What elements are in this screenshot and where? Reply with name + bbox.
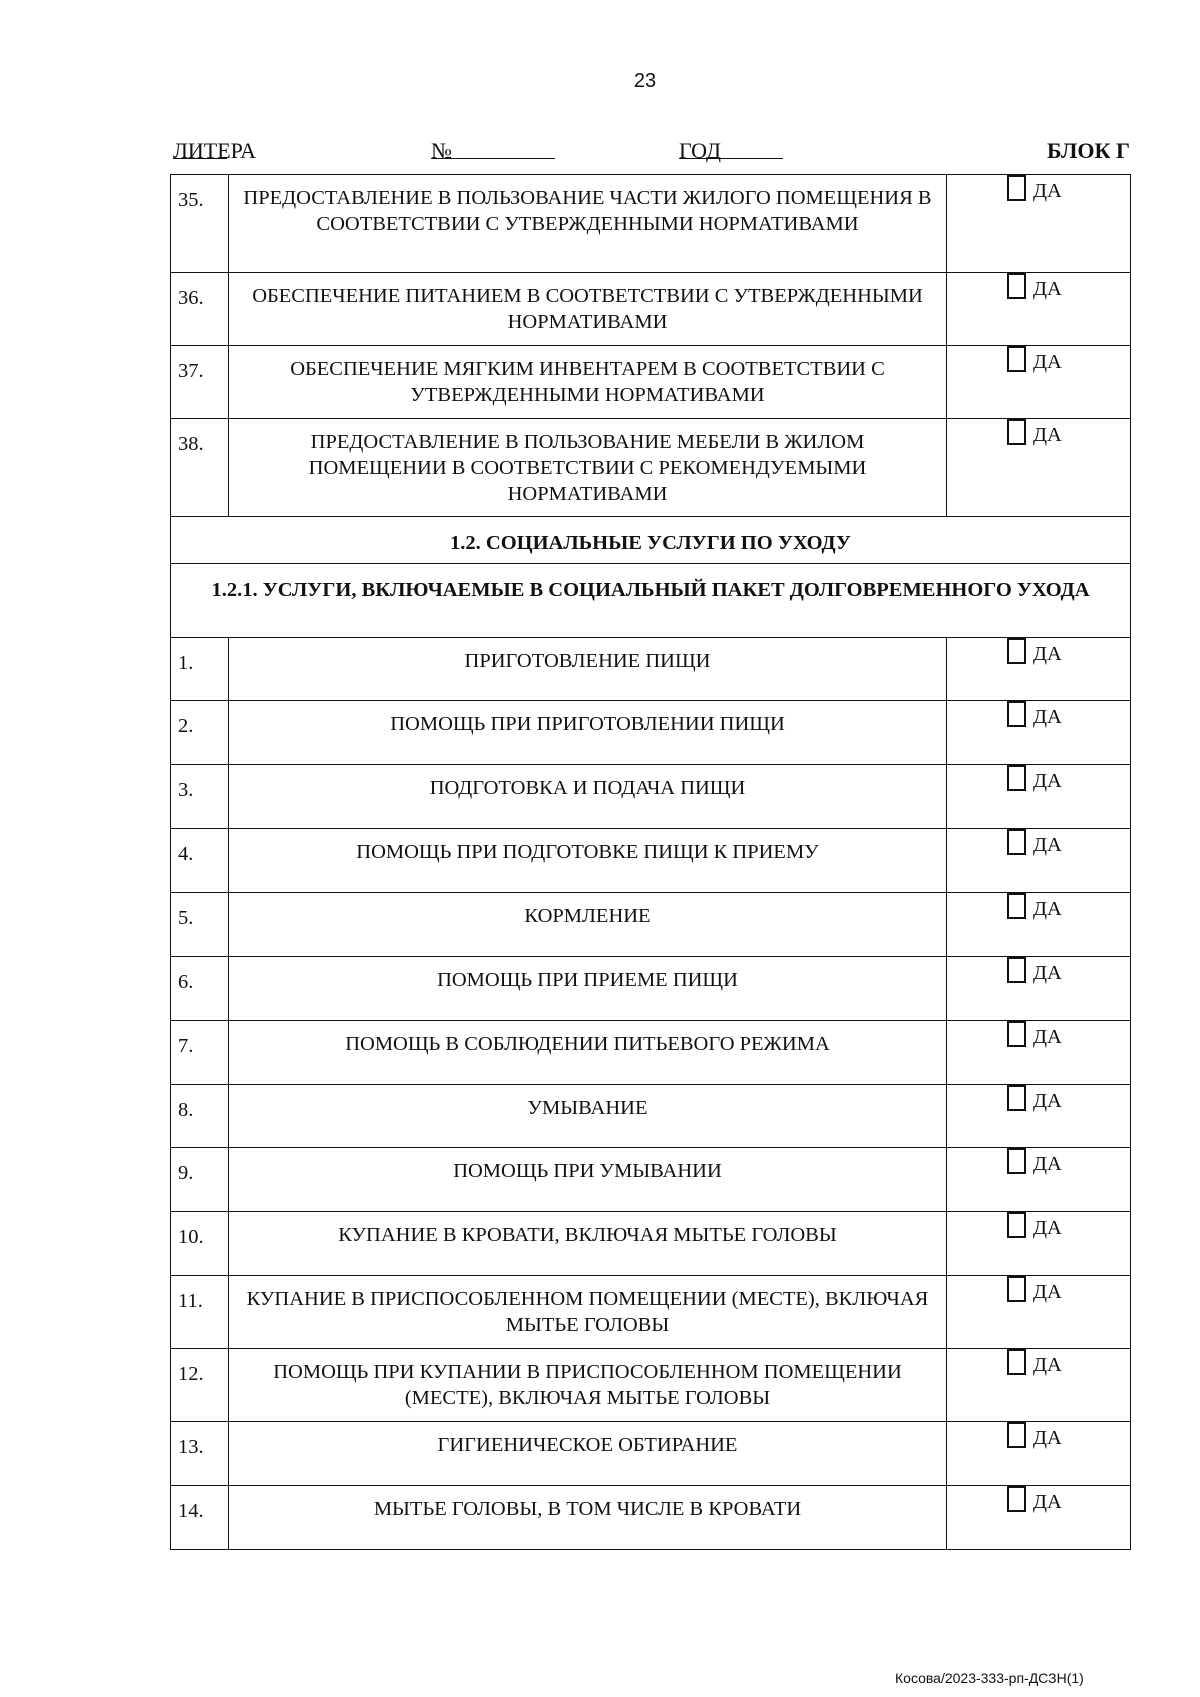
table-row xyxy=(171,346,1131,419)
row-service-text: ПОМОЩЬ ПРИ КУПАНИИ В ПРИСПОСОБЛЕННОМ ПОМЕЩЕНИИ (МЕСТЕ), ВКЛЮЧАЯ МЫТЬЕ ГОЛОВЫ xyxy=(229,1349,947,1422)
row-checkbox-cell xyxy=(947,1349,1131,1422)
yes-checkbox[interactable] xyxy=(1007,1486,1026,1512)
yes-checkbox[interactable] xyxy=(1007,1422,1026,1448)
table-row xyxy=(171,957,1131,1021)
row-checkbox-cell xyxy=(947,638,1131,701)
row-number: 36. xyxy=(171,273,229,346)
yes-option xyxy=(1007,175,1130,201)
yes-label: ДА xyxy=(1033,351,1062,373)
yes-option xyxy=(1007,957,1130,983)
yes-option xyxy=(1007,893,1130,919)
row-number: 9. xyxy=(171,1148,229,1212)
table-row xyxy=(171,1212,1131,1276)
yes-label: ДА xyxy=(1033,1491,1062,1513)
yes-label: ДА xyxy=(1033,424,1062,446)
yes-checkbox[interactable] xyxy=(1007,346,1026,372)
row-checkbox-cell xyxy=(947,346,1131,419)
page-number: 23 xyxy=(633,70,657,92)
yes-label: ДА xyxy=(1033,180,1062,202)
row-service-text: ОБЕСПЕЧЕНИЕ ПИТАНИЕМ В СООТВЕТСТВИИ С УТВЕРЖДЕННЫМИ НОРМАТИВАМИ xyxy=(229,273,947,346)
row-checkbox-cell xyxy=(947,273,1131,346)
yes-label: ДА xyxy=(1033,770,1062,792)
table-row xyxy=(171,1085,1131,1148)
footer-code: Косова/2023-333-рп-ДСЗН(1) xyxy=(895,1670,1084,1686)
row-service-text: ГИГИЕНИЧЕСКОЕ ОБТИРАНИЕ xyxy=(229,1422,947,1486)
yes-option xyxy=(1007,1276,1130,1302)
row-checkbox-cell xyxy=(947,701,1131,765)
litera-blank[interactable] xyxy=(173,138,227,159)
row-number: 2. xyxy=(171,701,229,765)
yes-label: ДА xyxy=(1033,1090,1062,1112)
row-service-text: МЫТЬЕ ГОЛОВЫ, В ТОМ ЧИСЛЕ В КРОВАТИ xyxy=(229,1486,947,1550)
yes-label: ДА xyxy=(1033,834,1062,856)
year-blank[interactable] xyxy=(679,138,783,159)
yes-checkbox[interactable] xyxy=(1007,701,1026,727)
yes-option xyxy=(1007,1148,1130,1174)
litera-label: ЛИТЕРА xyxy=(173,138,256,163)
yes-option xyxy=(1007,273,1130,299)
row-checkbox-cell xyxy=(947,893,1131,957)
row-checkbox-cell xyxy=(947,1021,1131,1085)
row-checkbox-cell xyxy=(947,829,1131,893)
row-number: 35. xyxy=(171,175,229,273)
yes-checkbox[interactable] xyxy=(1007,1276,1026,1302)
yes-checkbox[interactable] xyxy=(1007,1349,1026,1375)
yes-checkbox[interactable] xyxy=(1007,1085,1026,1111)
row-number: 10. xyxy=(171,1212,229,1276)
row-number: 6. xyxy=(171,957,229,1021)
row-service-text: КУПАНИЕ В КРОВАТИ, ВКЛЮЧАЯ МЫТЬЕ ГОЛОВЫ xyxy=(229,1212,947,1276)
row-service-text: ПРИГОТОВЛЕНИЕ ПИЩИ xyxy=(229,638,947,701)
row-service-text: ПОМОЩЬ ПРИ ПОДГОТОВКЕ ПИЩИ К ПРИЕМУ xyxy=(229,829,947,893)
yes-option xyxy=(1007,701,1130,727)
row-service-text: КОРМЛЕНИЕ xyxy=(229,893,947,957)
yes-checkbox[interactable] xyxy=(1007,638,1026,664)
yes-option xyxy=(1007,1349,1130,1375)
row-number: 37. xyxy=(171,346,229,419)
table-row xyxy=(171,893,1131,957)
row-service-text: ПОМОЩЬ ПРИ ПРИГОТОВЛЕНИИ ПИЩИ xyxy=(229,701,947,765)
row-number: 1. xyxy=(171,638,229,701)
row-service-text: ОБЕСПЕЧЕНИЕ МЯГКИМ ИНВЕНТАРЕМ В СООТВЕТСТВИИ С УТВЕРЖДЕННЫМИ НОРМАТИВАМИ xyxy=(229,346,947,419)
yes-label: ДА xyxy=(1033,898,1062,920)
yes-option xyxy=(1007,1212,1130,1238)
row-checkbox-cell xyxy=(947,957,1131,1021)
number-blank[interactable] xyxy=(431,138,555,159)
table-row xyxy=(171,701,1131,765)
table-row xyxy=(171,765,1131,829)
services-table xyxy=(170,174,1131,1550)
row-checkbox-cell xyxy=(947,1148,1131,1212)
row-number: 3. xyxy=(171,765,229,829)
row-number: 8. xyxy=(171,1085,229,1148)
row-service-text: ПРЕДОСТАВЛЕНИЕ В ПОЛЬЗОВАНИЕ МЕБЕЛИ В ЖИЛОМ ПОМЕЩЕНИИ В СООТВЕТСТВИИ С РЕКОМЕНДУЕМЫМИ НОРМАТИВАМИ xyxy=(229,419,947,517)
row-checkbox-cell xyxy=(947,1486,1131,1550)
yes-checkbox[interactable] xyxy=(1007,1148,1026,1174)
yes-option xyxy=(1007,1486,1130,1512)
table-row xyxy=(171,1422,1131,1486)
row-number: 4. xyxy=(171,829,229,893)
yes-label: ДА xyxy=(1033,1153,1062,1175)
row-checkbox-cell xyxy=(947,175,1131,273)
yes-option xyxy=(1007,1021,1130,1047)
yes-label: ДА xyxy=(1033,1217,1062,1239)
yes-option xyxy=(1007,765,1130,791)
table-row xyxy=(171,419,1131,517)
block-label: БЛОК Г xyxy=(1047,138,1130,163)
row-service-text: ПОМОЩЬ В СОБЛЮДЕНИИ ПИТЬЕВОГО РЕЖИМА xyxy=(229,1021,947,1085)
yes-label: ДА xyxy=(1033,1026,1062,1048)
yes-label: ДА xyxy=(1033,962,1062,984)
row-number: 14. xyxy=(171,1486,229,1550)
row-service-text: ПРЕДОСТАВЛЕНИЕ В ПОЛЬЗОВАНИЕ ЧАСТИ ЖИЛОГО ПОМЕЩЕНИЯ В СООТВЕТСТВИИ С УТВЕРЖДЕННЫМИ НОРМАТИВАМИ xyxy=(229,175,947,273)
yes-option xyxy=(1007,346,1130,372)
row-checkbox-cell xyxy=(947,1276,1131,1349)
subsection-heading: 1.2.1. УСЛУГИ, ВКЛЮЧАЕМЫЕ В СОЦИАЛЬНЫЙ ПАКЕТ ДОЛГОВРЕМЕННОГО УХОДА xyxy=(171,564,1131,638)
row-service-text: КУПАНИЕ В ПРИСПОСОБЛЕННОМ ПОМЕЩЕНИИ (МЕСТЕ), ВКЛЮЧАЯ МЫТЬЕ ГОЛОВЫ xyxy=(229,1276,947,1349)
row-number: 7. xyxy=(171,1021,229,1085)
yes-checkbox[interactable] xyxy=(1007,1021,1026,1047)
yes-option xyxy=(1007,419,1130,445)
year-label: ГОД xyxy=(679,138,721,163)
row-checkbox-cell xyxy=(947,765,1131,829)
yes-checkbox[interactable] xyxy=(1007,829,1026,855)
yes-label: ДА xyxy=(1033,643,1062,665)
row-service-text: УМЫВАНИЕ xyxy=(229,1085,947,1148)
row-number: 5. xyxy=(171,893,229,957)
table-row xyxy=(171,1486,1131,1550)
yes-checkbox[interactable] xyxy=(1007,419,1026,445)
yes-checkbox[interactable] xyxy=(1007,957,1026,983)
yes-checkbox[interactable] xyxy=(1007,175,1026,201)
section-heading: 1.2. СОЦИАЛЬНЫЕ УСЛУГИ ПО УХОДУ xyxy=(171,517,1131,564)
row-checkbox-cell xyxy=(947,1212,1131,1276)
yes-label: ДА xyxy=(1033,1427,1062,1449)
form-header xyxy=(173,138,1130,168)
table-row xyxy=(171,1148,1131,1212)
table-row xyxy=(171,1021,1131,1085)
number-label: № xyxy=(431,138,452,163)
yes-option xyxy=(1007,829,1130,855)
row-number: 11. xyxy=(171,1276,229,1349)
row-checkbox-cell xyxy=(947,1085,1131,1148)
yes-option xyxy=(1007,1422,1130,1448)
table-row xyxy=(171,273,1131,346)
row-checkbox-cell xyxy=(947,1422,1131,1486)
row-number: 13. xyxy=(171,1422,229,1486)
row-service-text: ПОДГОТОВКА И ПОДАЧА ПИЩИ xyxy=(229,765,947,829)
table-row xyxy=(171,1349,1131,1422)
yes-label: ДА xyxy=(1033,1281,1062,1303)
yes-checkbox[interactable] xyxy=(1007,893,1026,919)
table-row xyxy=(171,638,1131,701)
yes-option xyxy=(1007,638,1130,664)
yes-label: ДА xyxy=(1033,278,1062,300)
yes-label: ДА xyxy=(1033,706,1062,728)
row-checkbox-cell xyxy=(947,419,1131,517)
yes-checkbox[interactable] xyxy=(1007,765,1026,791)
yes-checkbox[interactable] xyxy=(1007,273,1026,299)
table-row xyxy=(171,1276,1131,1349)
row-number: 38. xyxy=(171,419,229,517)
row-number: 12. xyxy=(171,1349,229,1422)
row-service-text: ПОМОЩЬ ПРИ ПРИЕМЕ ПИЩИ xyxy=(229,957,947,1021)
table-row xyxy=(171,175,1131,273)
yes-checkbox[interactable] xyxy=(1007,1212,1026,1238)
yes-option xyxy=(1007,1085,1130,1111)
row-service-text: ПОМОЩЬ ПРИ УМЫВАНИИ xyxy=(229,1148,947,1212)
yes-label: ДА xyxy=(1033,1354,1062,1376)
table-row xyxy=(171,829,1131,893)
